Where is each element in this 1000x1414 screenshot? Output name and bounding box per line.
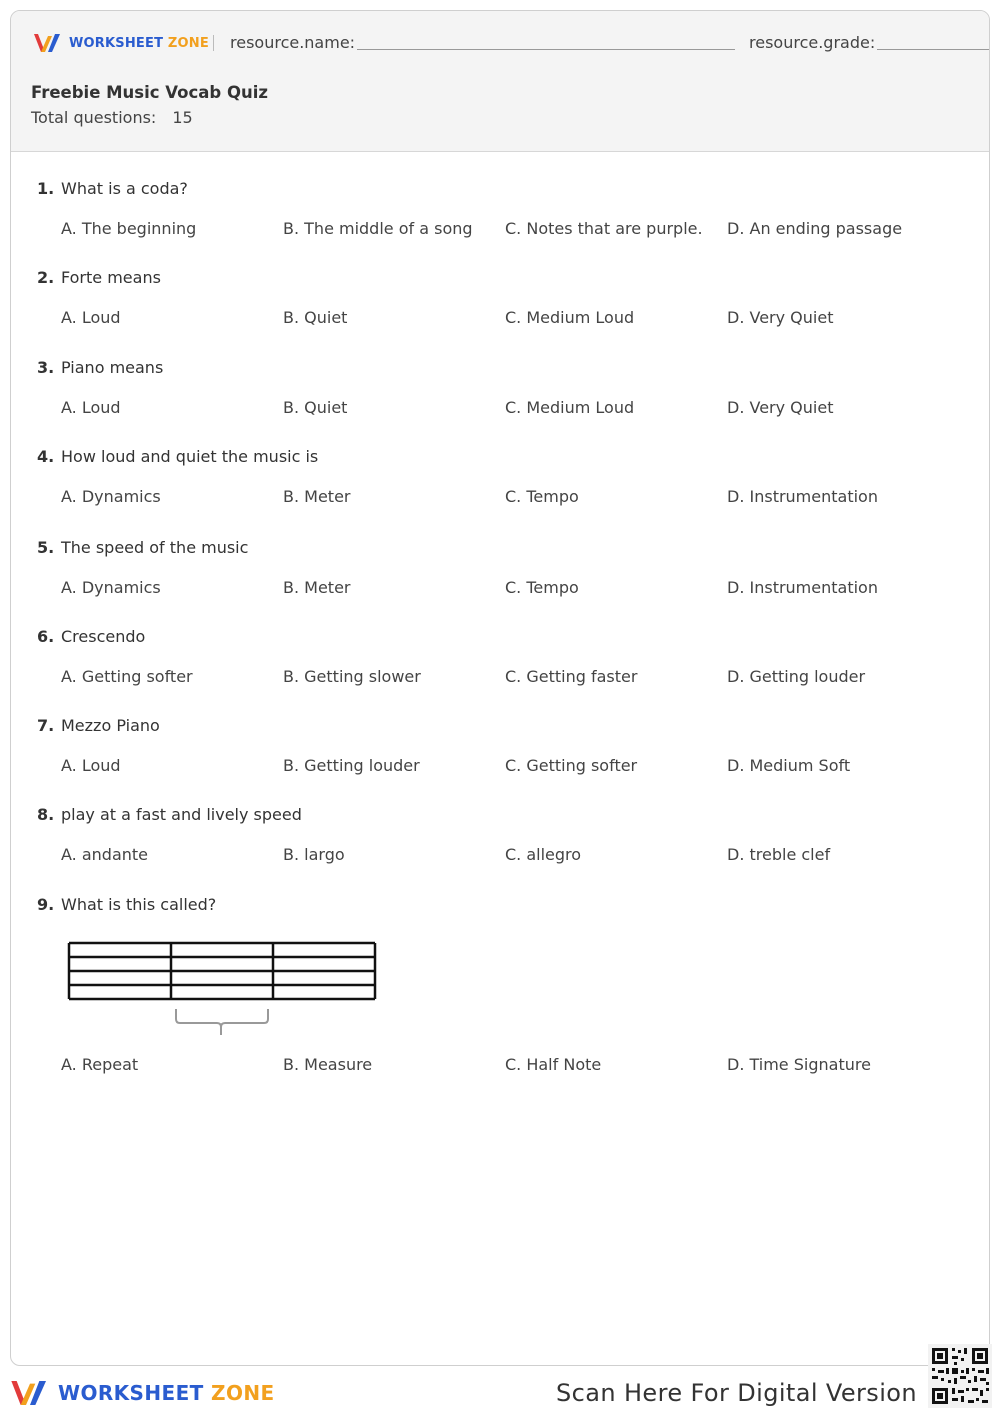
option-c: C. Notes that are purple. (505, 219, 703, 238)
total-questions-value: 15 (172, 108, 193, 127)
question-9 (37, 894, 967, 916)
option-b: B. Meter (283, 578, 351, 597)
option-b: B. The middle of a song (283, 219, 473, 238)
option-c: C. Getting faster (505, 667, 638, 686)
option-a: A. Dynamics (61, 487, 161, 506)
question-9-options (37, 1054, 967, 1076)
total-questions (31, 108, 193, 127)
question-6 (37, 626, 967, 688)
option-a: A. The beginning (61, 219, 197, 238)
question-number: 1. (37, 179, 55, 198)
resource-grade-line (877, 49, 989, 50)
option-d: D. Very Quiet (727, 308, 834, 327)
resource-grade-label: resource.grade: (749, 33, 876, 52)
option-a: A. andante (61, 845, 148, 864)
question-number: 8. (37, 805, 55, 824)
option-a: A. Repeat (61, 1055, 139, 1074)
option-c: C. Half Note (505, 1055, 602, 1074)
option-d: D. Getting louder (727, 667, 866, 686)
option-a: A. Loud (61, 398, 121, 417)
question-number: 9. (37, 895, 55, 914)
option-b: B. Meter (283, 487, 351, 506)
total-questions-label: Total questions: (31, 108, 157, 127)
question-7 (37, 715, 967, 777)
option-d: D. Instrumentation (727, 578, 878, 597)
question-text: How loud and quiet the music is (61, 447, 319, 466)
footer-brand-logo (10, 1376, 275, 1410)
question-text: The speed of the music (61, 538, 249, 557)
question-number: 3. (37, 358, 55, 377)
option-d: D. Medium Soft (727, 756, 851, 775)
option-b: B. Getting slower (283, 667, 421, 686)
question-4 (37, 446, 967, 508)
question-2 (37, 267, 967, 329)
option-c: C. allegro (505, 845, 582, 864)
option-a: A. Loud (61, 308, 121, 327)
option-b: B. Quiet (283, 308, 348, 327)
option-c: C. Medium Loud (505, 398, 635, 417)
question-number: 4. (37, 447, 55, 466)
question-8 (37, 804, 967, 866)
measure-bracket (176, 1009, 268, 1035)
option-c: C. Getting softer (505, 756, 638, 775)
question-text: What is a coda? (61, 179, 188, 198)
staff-measure-figure (67, 941, 377, 1041)
option-a: A. Loud (61, 756, 121, 775)
option-d: D. Time Signature (727, 1055, 871, 1074)
resource-name-label: resource.name: (230, 33, 356, 52)
option-a: A. Dynamics (61, 578, 161, 597)
question-number: 6. (37, 627, 55, 646)
question-1 (37, 178, 967, 240)
option-c: C. Tempo (505, 578, 579, 597)
qr-code-icon[interactable] (928, 1344, 992, 1408)
worksheet-header (11, 11, 990, 152)
option-b: B. Measure (283, 1055, 373, 1074)
brand-word-zone: ZONE (167, 35, 209, 51)
worksheet-page (10, 10, 990, 1366)
scan-here-text: Scan Here For Digital Version (556, 1379, 917, 1407)
option-a: A. Getting softer (61, 667, 193, 686)
header-divider (213, 35, 214, 51)
option-c: C. Tempo (505, 487, 579, 506)
worksheetzone-logo-icon (33, 32, 63, 54)
question-number: 5. (37, 538, 55, 557)
quiz-title: Freebie Music Vocab Quiz (31, 83, 269, 102)
brand-word-worksheet: WORKSHEET (69, 35, 164, 51)
question-text: Forte means (61, 268, 161, 287)
option-d: D. An ending passage (727, 219, 903, 238)
brand-word-zone: ZONE (211, 1381, 275, 1405)
option-b: B. largo (283, 845, 345, 864)
question-text: Piano means (61, 358, 164, 377)
question-number: 2. (37, 268, 55, 287)
question-3 (37, 357, 967, 419)
resource-name-line (357, 49, 735, 50)
option-d: D. treble clef (727, 845, 831, 864)
brand-word-worksheet: WORKSHEET (58, 1381, 204, 1405)
option-d: D. Very Quiet (727, 398, 834, 417)
option-d: D. Instrumentation (727, 487, 878, 506)
question-text: Mezzo Piano (61, 716, 160, 735)
brand-logo (33, 31, 209, 55)
question-text: Crescendo (61, 627, 146, 646)
option-b: B. Getting louder (283, 756, 420, 775)
question-5 (37, 537, 967, 599)
question-text: What is this called? (61, 895, 217, 914)
worksheetzone-logo-icon (10, 1377, 50, 1409)
question-text: play at a fast and lively speed (61, 805, 302, 824)
footer-brand-name (58, 1381, 275, 1405)
brand-name (69, 36, 209, 51)
question-number: 7. (37, 716, 55, 735)
option-c: C. Medium Loud (505, 308, 635, 327)
option-b: B. Quiet (283, 398, 348, 417)
